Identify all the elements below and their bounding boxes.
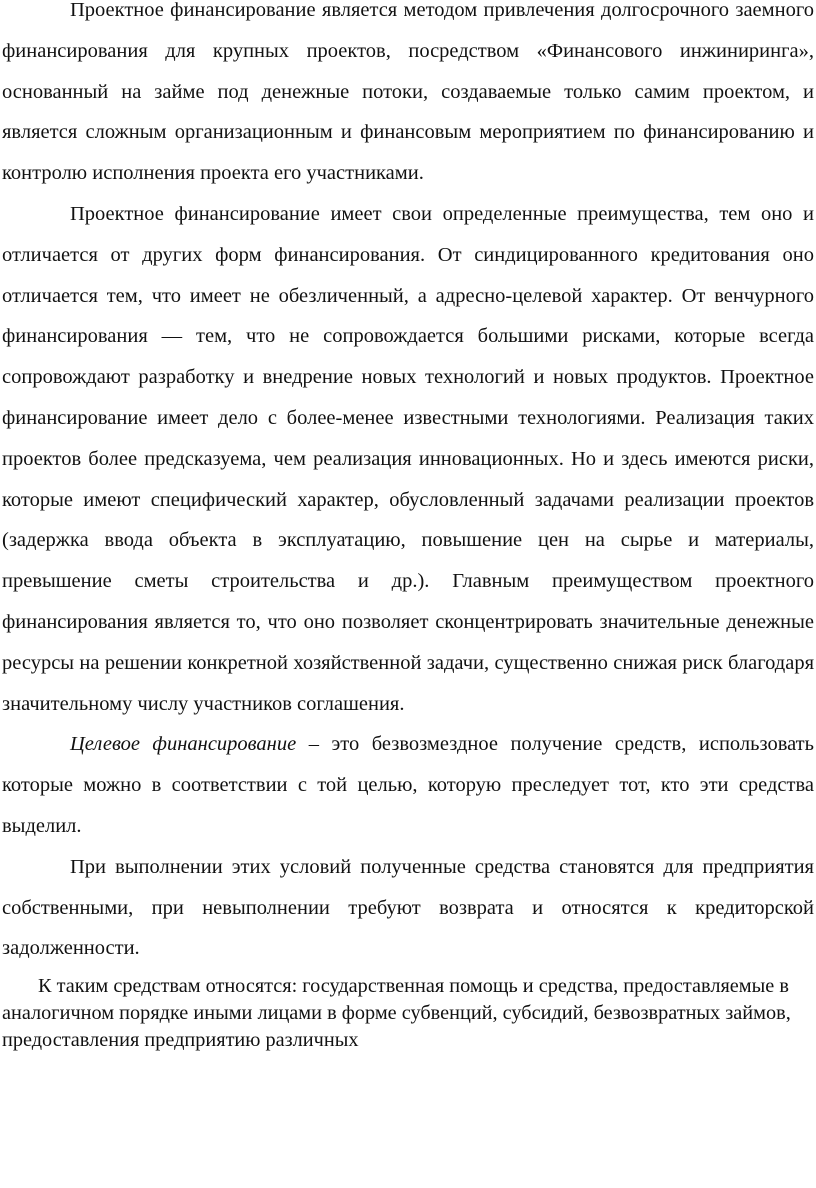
paragraph-target-finance-definition [2, 724, 814, 846]
paragraph-such-funds: К таким средствам относятся: государственная помощь и средства, предоставляемые в аналогичном порядке иными лицами в форме субвенций, субсидий, безвозвратных займов, предоставления предприятию различных [2, 975, 791, 1052]
paragraph-conditions: При выполнении этих условий полученные средства становятся для предприятия собственными, при невыполнении требуют возврата и относятся к кредиторской задолженности. [2, 855, 814, 960]
paragraph-project-finance-definition: Проектное финансирование является методом привлечения долгосрочного заемного финансирования для крупных проектов, посредством «Финансового инжиниринга», основанный на займе под денежные потоки, создаваемые только самим проектом, и является сложным организационным и финансовым мероприятием по финансированию и контролю исполнения проекта его участниками. [2, 0, 814, 185]
paragraph-project-finance-advantages: Проектное финансирование имеет свои определенные преимущества, тем оно и отличается от других форм финансирования. От синдицированного кредитования оно отличается тем, что имеет не обезличенный, а адресно-целевой характер. От венчурного финансирования — тем, что не сопровождается большими рисками, которые всегда сопровождают разработку и внедрение новых технологий и новых продуктов. Проектное финансирование имеет дело с более-менее известными технологиями. Реализация таких проектов более предсказуема, чем реализация инновационных. Но и здесь имеются риски, которые имеют специфический характер, обусловленный задачами реализации проектов (задержка ввода объекта в эксплуатацию, повышение цен на сырье и материалы, превышение сметы строительства и др.). Главным преимуществом проектного финансирования является то, что оно позволяет сконцентрировать значительные денежные ресурсы на решении конкретной хозяйственной задачи, существенно снижая риск благодаря значительному числу участников соглашения. [2, 202, 814, 715]
paragraph-body: – это безвозмездное получение средств, использовать которые можно в соответствии с той целью, которую преследует тот, кто эти средства выделил. [2, 733, 814, 837]
italic-term: Целевое финансирование [70, 733, 297, 756]
